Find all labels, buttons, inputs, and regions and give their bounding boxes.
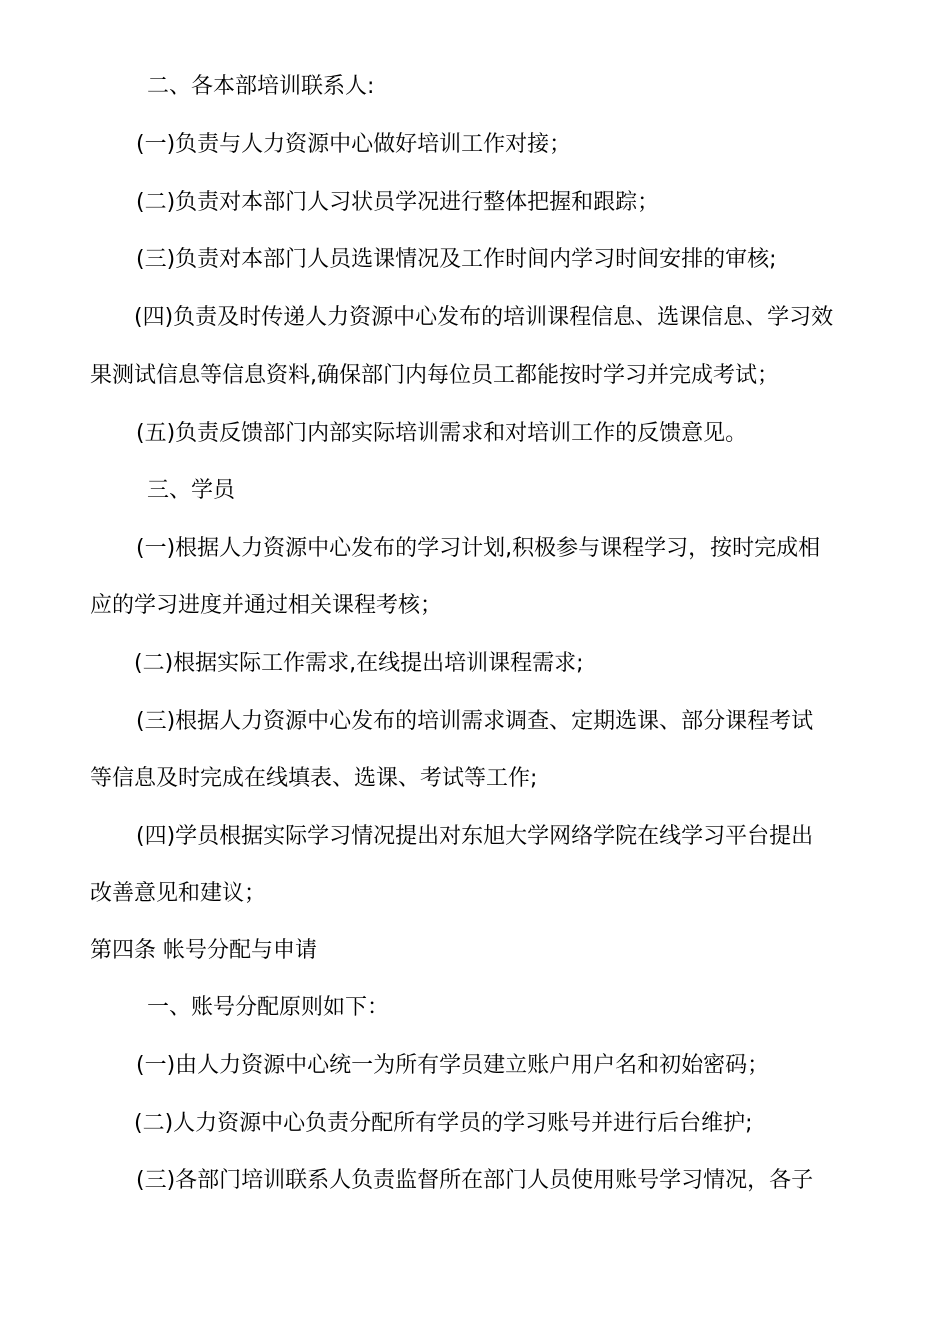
paragraph-line: 应的学习进度并通过相关课程考核；	[90, 593, 443, 618]
paragraph-line: (一)负责与人力资源中心做好培训工作对接；	[136, 132, 572, 157]
paragraph-line: (四)学员根据实际学习情况提出对东旭大学网络学院在线学习平台提出	[136, 824, 814, 849]
paragraph-line: (五)负责反馈部门内部实际培训需求和对培训工作的反馈意见。	[136, 421, 748, 446]
paragraph-line: 果测试信息等信息资料,确保部门内每位员工都能按时学习并完成考试；	[90, 363, 779, 388]
paragraph-line: 等信息及时完成在线填表、选课、考试等工作;	[90, 766, 538, 791]
paragraph-line: (三)根据人力资源中心发布的培训需求调查、定期选课、部分课程考试	[136, 709, 814, 734]
section-heading-trainees: 三、学员	[147, 478, 236, 503]
paragraph-line: (四)负责及时传递人力资源中心发布的培训课程信息、选课信息、学习效	[134, 305, 834, 330]
paragraph-line: (二)负责对本部门人习状员学况进行整体把握和跟踪；	[136, 190, 660, 215]
section-heading-contacts: 二、各本部培训联系人:	[147, 74, 375, 99]
paragraph-line: (三)负责对本部门人员选课情况及工作时间内学习时间安排的审核;	[136, 247, 777, 272]
article-heading: 第四条 帐号分配与申请	[90, 938, 317, 963]
paragraph-line: 改善意见和建议；	[90, 881, 267, 906]
paragraph-line: (一)由人力资源中心统一为所有学员建立账户用户名和初始密码；	[136, 1053, 770, 1078]
paragraph-line: (三)各部门培训联系人负责监督所在部门人员使用账号学习情况，各子	[136, 1168, 814, 1193]
paragraph-line: (一)根据人力资源中心发布的学习计划,积极参与课程学习，按时完成相	[136, 536, 821, 561]
paragraph-line: (二)根据实际工作需求,在线提出培训课程需求;	[134, 651, 584, 676]
section-heading-account: 一、账号分配原则如下：	[147, 995, 390, 1020]
paragraph-line: (二)人力资源中心负责分配所有学员的学习账号并进行后台维护;	[134, 1111, 753, 1136]
